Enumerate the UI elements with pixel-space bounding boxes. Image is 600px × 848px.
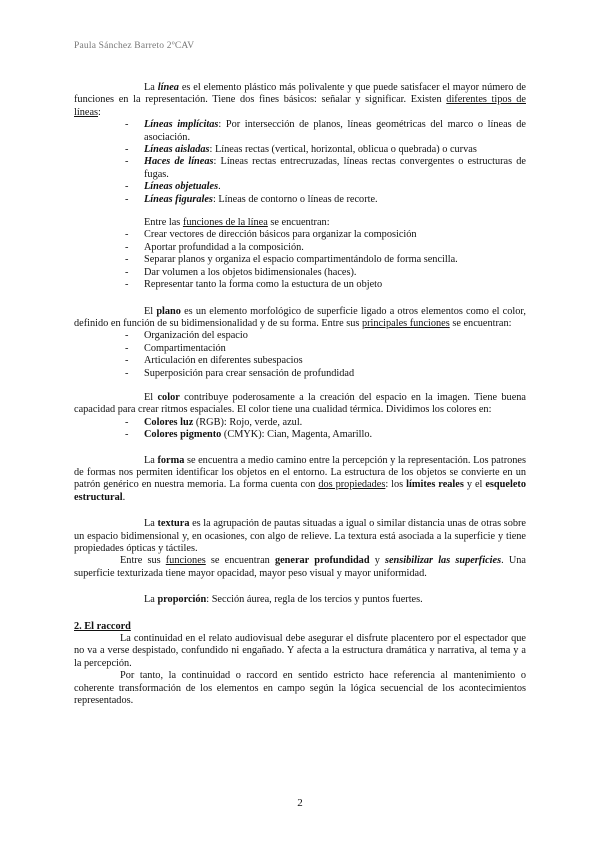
proporcion-paragraph — [74, 594, 526, 606]
term-generar-profundidad: generar profundidad — [274, 555, 370, 567]
document-body — [74, 82, 526, 707]
list-item — [74, 144, 526, 156]
text-run: . — [122, 491, 126, 503]
textura-paragraph — [74, 518, 526, 555]
list-item-term: Líneas implícitas — [144, 119, 219, 131]
list-item-term: Líneas aisladas — [144, 144, 210, 156]
textura-funciones-paragraph — [74, 555, 526, 580]
text-run: se encuentran: — [267, 217, 330, 229]
text-run: es la agrupación de pautas situadas a igual o similar distancia unas de otras sobre un espacio bidimensional y, en ocasiones, con algo de relieve. La textura está asociada a la superficie y tiene propiedades ópticas y táctiles. — [74, 518, 526, 554]
funciones-plano-list — [74, 330, 526, 380]
funciones-linea-list — [74, 229, 526, 291]
list-item-text: (RGB): Rojo, verde, azul. — [193, 416, 303, 428]
term-esqueleto-estructural: esqueleto estructural — [74, 479, 526, 503]
page-number: 2 — [297, 797, 303, 809]
text-run: La — [144, 518, 158, 530]
text-run: y — [369, 555, 385, 567]
plano-paragraph — [74, 306, 526, 331]
text-run: La — [144, 82, 158, 93]
underlined-phrase: diferentes tipos de líneas — [74, 94, 526, 118]
term-proporcion: proporción — [157, 594, 207, 606]
underlined-phrase: funciones — [165, 555, 206, 567]
term-forma: forma — [157, 454, 185, 466]
list-item: - Articulación en diferentes subespacios — [74, 355, 526, 367]
list-item — [74, 194, 526, 206]
list-item-text: : Líneas rectas (vertical, horizontal, oblicua o quebrada) o curvas — [209, 144, 477, 156]
text-run: El — [144, 305, 157, 317]
text-run: contribuye poderosamente a la creación del espacio en la imagen. Tiene buena capacidad para crear ritmos espaciales. El color tiene una cualidad térmica. Dividimos los colores en: — [74, 391, 526, 416]
list-item: - Compartimentación — [74, 343, 526, 355]
text-run: es el elemento plástico más polivalente y que puede satisfacer el mayor número de funciones en la representación. Tiene dos fines básicos: señalar y significar. Existen — [74, 82, 526, 106]
forma-paragraph — [74, 455, 526, 505]
page-header: Paula Sánchez Barreto 2ºCAV — [74, 41, 195, 51]
text-run: es un elemento morfológico de superficie ligado a otros elementos como el color, definido en función de su bidimensionalidad y de su forma. Entre sus — [74, 305, 526, 329]
color-paragraph — [74, 392, 526, 417]
term-textura: textura — [157, 518, 190, 530]
text-run: : los — [385, 479, 407, 491]
underlined-phrase: funciones de la línea — [182, 217, 268, 229]
list-item-term: Colores pigmento — [144, 429, 222, 441]
text-run: . Una superficie texturizada tiene mayor opacidad, mayor peso visual y mayor uniformidad. — [74, 555, 526, 579]
term-plano: plano — [156, 305, 181, 317]
term-sensibilizar-superficies: sensibilizar las superficies — [384, 555, 502, 567]
term-color: color — [157, 391, 180, 403]
tipos-de-lineas-list — [74, 119, 526, 206]
text-run: se encuentran — [205, 555, 275, 567]
list-item-term: Haces de líneas — [144, 156, 214, 168]
text-run: Entre sus — [120, 555, 166, 567]
underlined-phrase: principales funciones — [361, 317, 450, 329]
text-run: El — [144, 391, 158, 403]
list-item-text: . — [218, 181, 221, 193]
text-run: Entre las — [144, 217, 183, 229]
list-item: - Crear vectores de dirección básicos para organizar la composición — [74, 229, 526, 241]
list-item-term: Colores luz — [144, 416, 194, 428]
text-run: : — [98, 106, 101, 118]
text-run: La — [144, 594, 158, 606]
spacer — [74, 504, 526, 518]
list-item — [74, 181, 526, 193]
text-run: se encuentran: — [449, 317, 512, 329]
raccord-paragraph-1: La continuidad en el relato audiovisual debe asegurar el disfrute placentero por el espectador que no va a verse despistado, confundido ni engañado. Y afecta a la estructura dramática y narrativa, al tema y a la percepción. — [74, 633, 526, 669]
colores-list — [74, 417, 526, 442]
underlined-phrase: dos propiedades — [318, 479, 386, 491]
funciones-linea-intro — [74, 217, 526, 229]
list-item-text: : Por intersección de planos, líneas geométricas del marco o líneas de asociación. — [144, 119, 526, 143]
list-item: - Dar volumen a los objetos bidimensionales (haces). — [74, 267, 526, 279]
list-item — [74, 429, 526, 441]
text-run: La — [144, 454, 158, 466]
text-run: y el — [463, 479, 486, 491]
spacer — [74, 442, 526, 455]
list-item: - Separar planos y organiza el espacio compartimentándolo de forma sencilla. — [74, 254, 526, 266]
list-item-term: Líneas objetuales — [144, 181, 219, 193]
list-item — [74, 417, 526, 429]
spacer — [74, 607, 526, 621]
spacer — [74, 206, 526, 217]
list-item-text: (CMYK): Cian, Magenta, Amarillo. — [221, 429, 373, 441]
list-item: - Superposición para crear sensación de profundidad — [74, 368, 526, 380]
spacer — [74, 292, 526, 306]
term-linea: línea — [157, 82, 179, 93]
raccord-paragraph-2: Por tanto, la continuidad o raccord en sentido estricto hace referencia al mantenimiento o coherente transformación de los elementos en campo según la lógica secuencial de los acontecimientos representados. — [74, 670, 526, 707]
spacer — [74, 380, 526, 392]
linea-paragraph — [74, 82, 526, 119]
list-item: - Representar tanto la forma como la estuctura de un objeto — [74, 279, 526, 291]
spacer — [74, 580, 526, 594]
section-heading-raccord: 2. El raccord — [74, 620, 131, 632]
term-limites-reales: límites reales — [406, 479, 464, 491]
text-run: se encuentra a medio camino entre la percepción y la representación. Los patrones de formas nos permiten identificar los objetos en el entorno. La estructura de los objetos se convierte en un patrón genérico en nuestra memoria. La forma cuenta con — [74, 454, 526, 491]
list-item — [74, 119, 526, 144]
text-run: : Sección áurea, regla de los tercios y puntos fuertes. — [206, 594, 423, 606]
list-item-text: : Líneas de contorno o líneas de recorte. — [212, 193, 378, 205]
list-item-text: : Líneas rectas entrecruzadas, líneas rectas convergentes o estructuras de fugas. — [144, 156, 526, 180]
list-item-term: Líneas figurales — [144, 193, 213, 205]
list-item — [74, 156, 526, 181]
list-item: - Aportar profundidad a la composición. — [74, 242, 526, 254]
list-item: - Organización del espacio — [74, 330, 526, 342]
